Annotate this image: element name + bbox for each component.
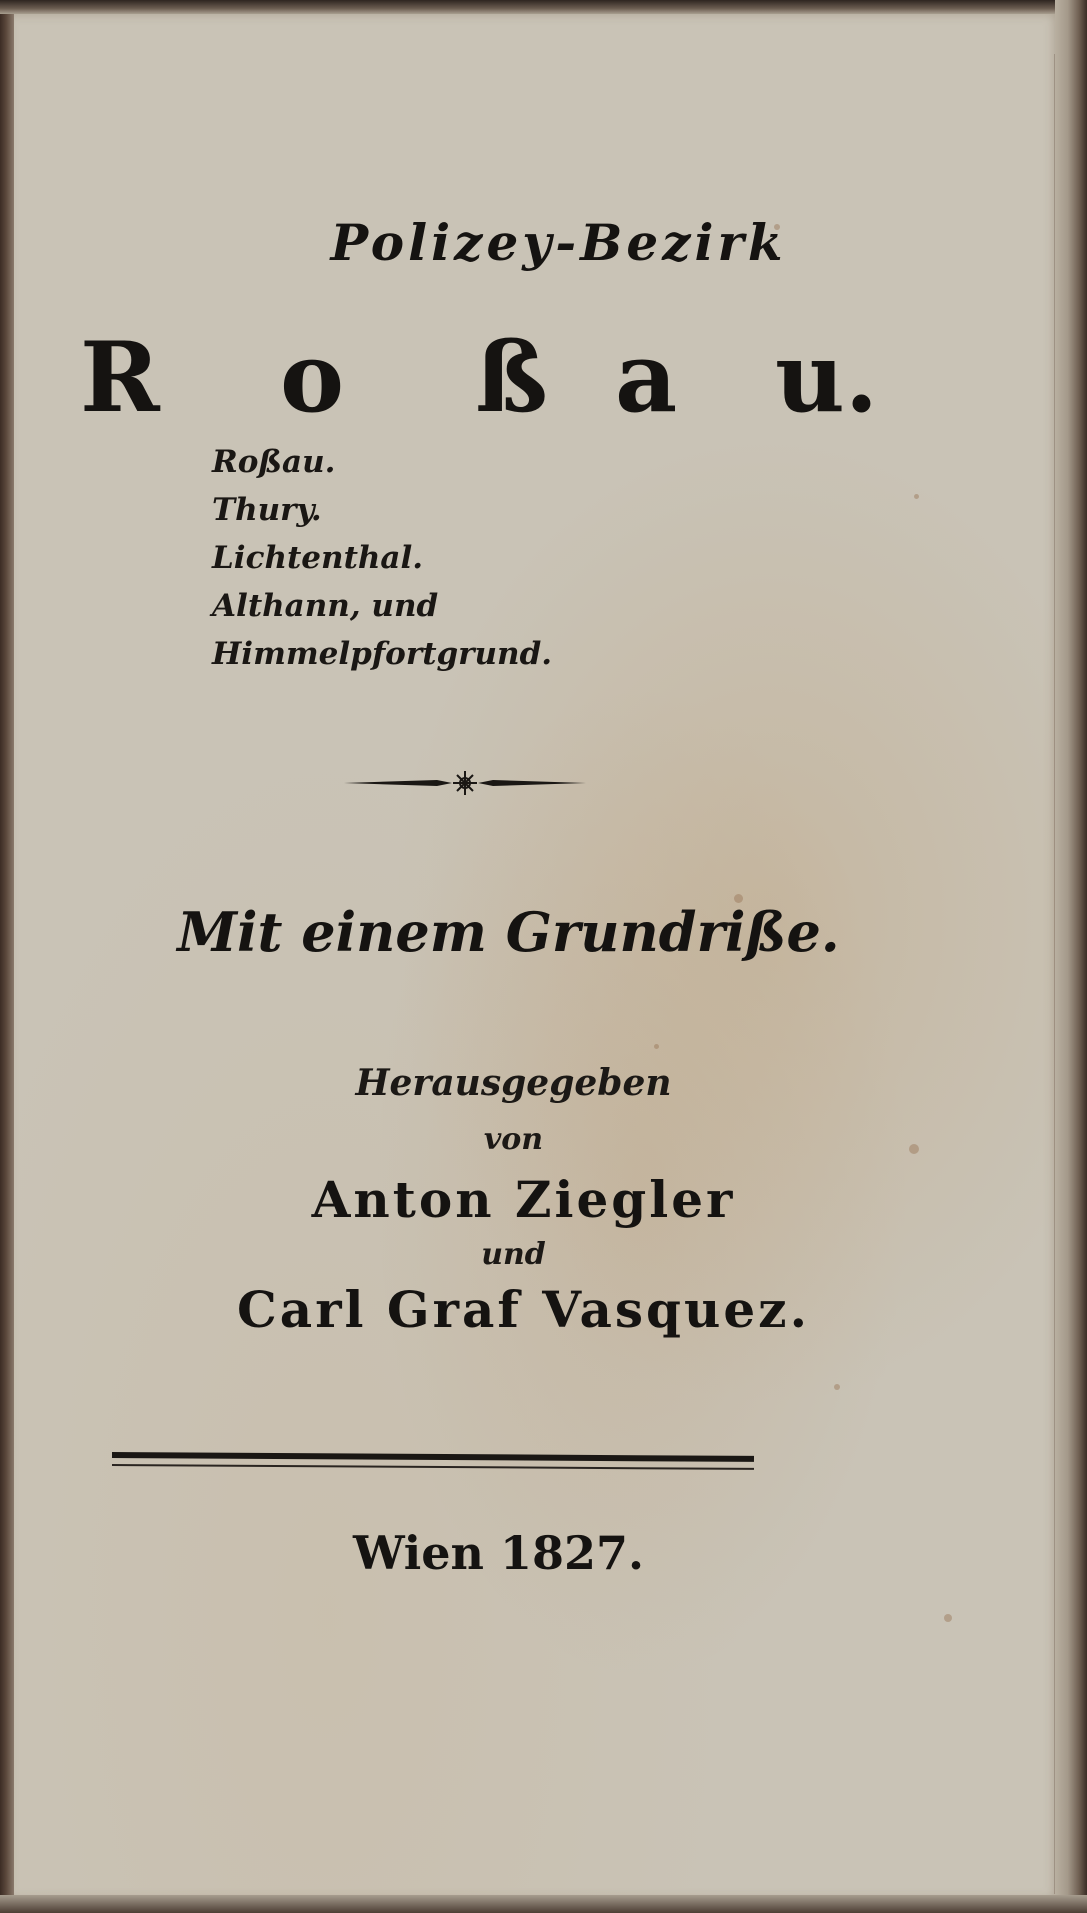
district-name-letter: o	[280, 321, 345, 434]
place-item: Thury.	[212, 492, 322, 528]
district-name	[80, 321, 879, 434]
paper-stain	[914, 494, 919, 499]
top-binding-edge	[0, 0, 1087, 14]
place-item: Althann, und	[212, 588, 439, 624]
author-name: Carl Graf Vasquez.	[237, 1280, 810, 1339]
author-name: Anton Ziegler	[311, 1170, 736, 1229]
decorative-ornament	[342, 768, 588, 798]
imprint: Wien 1827.	[352, 1526, 645, 1580]
paper-stain	[834, 1384, 840, 1390]
place-item: Roßau.	[212, 444, 336, 480]
place-item: Himmelpfortgrund.	[212, 636, 553, 672]
district-name-letter: a	[615, 321, 678, 434]
place-item: Lichtenthal.	[212, 540, 424, 576]
bottom-page-edge	[0, 1895, 1087, 1913]
district-name-letter: u.	[775, 321, 879, 434]
paper-stain	[654, 1044, 659, 1049]
district-name-letter: ß	[475, 321, 548, 434]
by-label: von	[483, 1122, 544, 1157]
district-name-letter: R	[80, 321, 160, 434]
district-label: Polizey-Bezirk	[330, 213, 787, 272]
and-label: und	[481, 1237, 546, 1272]
places-list	[212, 438, 552, 678]
paper-stain	[944, 1614, 952, 1622]
edited-label: Herausgegeben	[355, 1062, 672, 1104]
subtitle: Mit einem Grundriße.	[177, 900, 840, 964]
